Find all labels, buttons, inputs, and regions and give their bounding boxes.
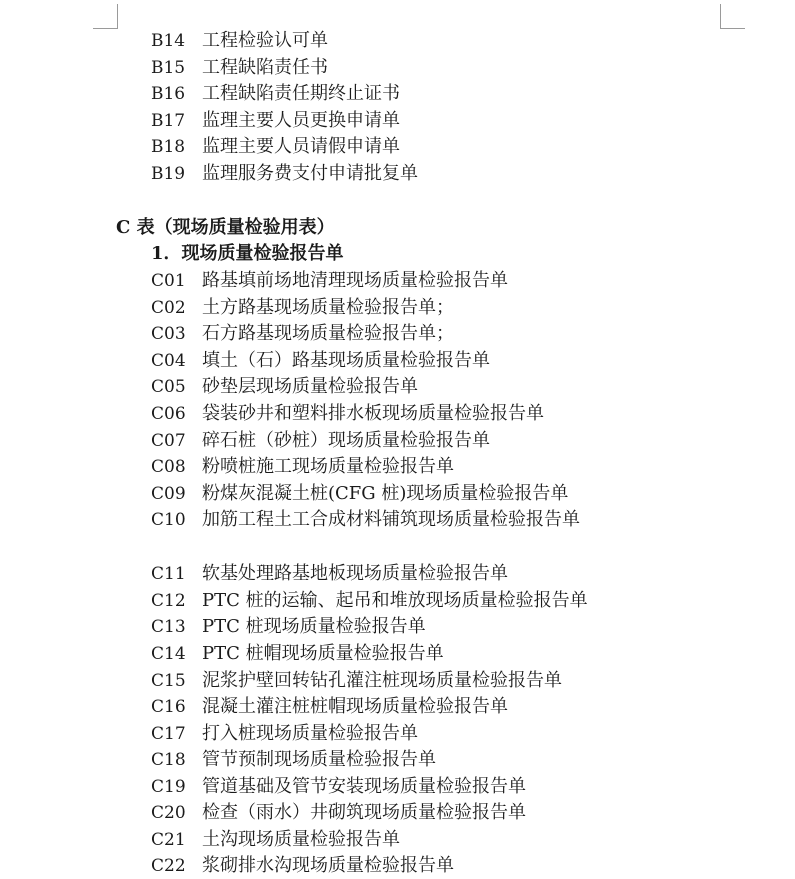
item-text: 管道基础及管节安装现场质量检验报告单 — [202, 776, 526, 797]
item-text: 管节预制现场质量检验报告单 — [202, 749, 436, 770]
item-text: 砂垫层现场质量检验报告单 — [202, 376, 418, 397]
item-code: C16 — [151, 697, 186, 717]
item-text: 监理主要人员请假申请单 — [202, 136, 400, 157]
item-text: 土沟现场质量检验报告单 — [202, 829, 400, 850]
item-code: C17 — [151, 724, 186, 744]
item-text: 浆砌排水沟现场质量检验报告单 — [202, 855, 454, 876]
item-code: C06 — [151, 404, 186, 424]
item-text: 袋装砂井和塑料排水板现场质量检验报告单 — [202, 403, 544, 424]
item-code: C19 — [151, 777, 186, 797]
item-code: C09 — [151, 484, 186, 504]
item-code: C20 — [151, 803, 186, 823]
item-code: C02 — [151, 298, 186, 318]
item-text: 工程检验认可单 — [202, 30, 328, 51]
item-text: 混凝土灌注桩桩帽现场质量检验报告单 — [202, 696, 508, 717]
item-code: B18 — [151, 137, 186, 157]
page-corner-mark-left — [93, 4, 118, 29]
item-code: B17 — [151, 111, 186, 131]
subsection-title: 1．现场质量检验报告单 — [151, 243, 344, 264]
item-code: B19 — [151, 164, 186, 184]
item-text: 打入桩现场质量检验报告单 — [202, 723, 418, 744]
item-code: C13 — [151, 617, 186, 637]
item-text: 泥浆护壁回转钻孔灌注桩现场质量检验报告单 — [202, 670, 562, 691]
item-text: 路基填前场地清理现场质量检验报告单 — [202, 270, 508, 291]
item-text: 碎石桩（砂桩）现场质量检验报告单 — [202, 430, 490, 451]
item-text: 软基处理路基地板现场质量检验报告单 — [202, 563, 508, 584]
item-text: PTC 桩的运输、起吊和堆放现场质量检验报告单 — [202, 590, 588, 611]
item-text: 粉煤灰混凝土桩(CFG 桩)现场质量检验报告单 — [202, 483, 569, 504]
item-text: 监理服务费支付申请批复单 — [202, 163, 418, 184]
item-text: PTC 桩帽现场质量检验报告单 — [202, 643, 444, 664]
item-code: C11 — [151, 564, 186, 584]
page-corner-mark-right — [720, 4, 745, 29]
item-code: C18 — [151, 750, 186, 770]
item-text: 石方路基现场质量检验报告单； — [202, 323, 454, 344]
item-text: 加筋工程土工合成材料铺筑现场质量检验报告单 — [202, 509, 580, 530]
item-code: C12 — [151, 591, 186, 611]
item-code: C15 — [151, 671, 186, 691]
item-code: C08 — [151, 457, 186, 477]
item-code: B14 — [151, 31, 186, 51]
item-code: C01 — [151, 271, 186, 291]
item-text: 检查（雨水）井砌筑现场质量检验报告单 — [202, 802, 526, 823]
item-text: 工程缺陷责任期终止证书 — [202, 83, 400, 104]
item-code: B15 — [151, 58, 186, 78]
item-code: C04 — [151, 351, 186, 371]
item-code: C14 — [151, 644, 186, 664]
item-code: C07 — [151, 431, 186, 451]
item-text: 填土（石）路基现场质量检验报告单 — [202, 350, 490, 371]
item-code: C21 — [151, 830, 186, 850]
item-text: 工程缺陷责任书 — [202, 57, 328, 78]
section-title: C 表（现场质量检验用表） — [116, 217, 335, 238]
item-text: 监理主要人员更换申请单 — [202, 110, 400, 131]
item-text: 土方路基现场质量检验报告单； — [202, 297, 454, 318]
item-code: C03 — [151, 324, 186, 344]
item-code: B16 — [151, 84, 186, 104]
item-code: C22 — [151, 856, 186, 876]
item-text: 粉喷桩施工现场质量检验报告单 — [202, 456, 454, 477]
item-code: C10 — [151, 510, 186, 530]
item-code: C05 — [151, 377, 186, 397]
item-text: PTC 桩现场质量检验报告单 — [202, 616, 426, 637]
